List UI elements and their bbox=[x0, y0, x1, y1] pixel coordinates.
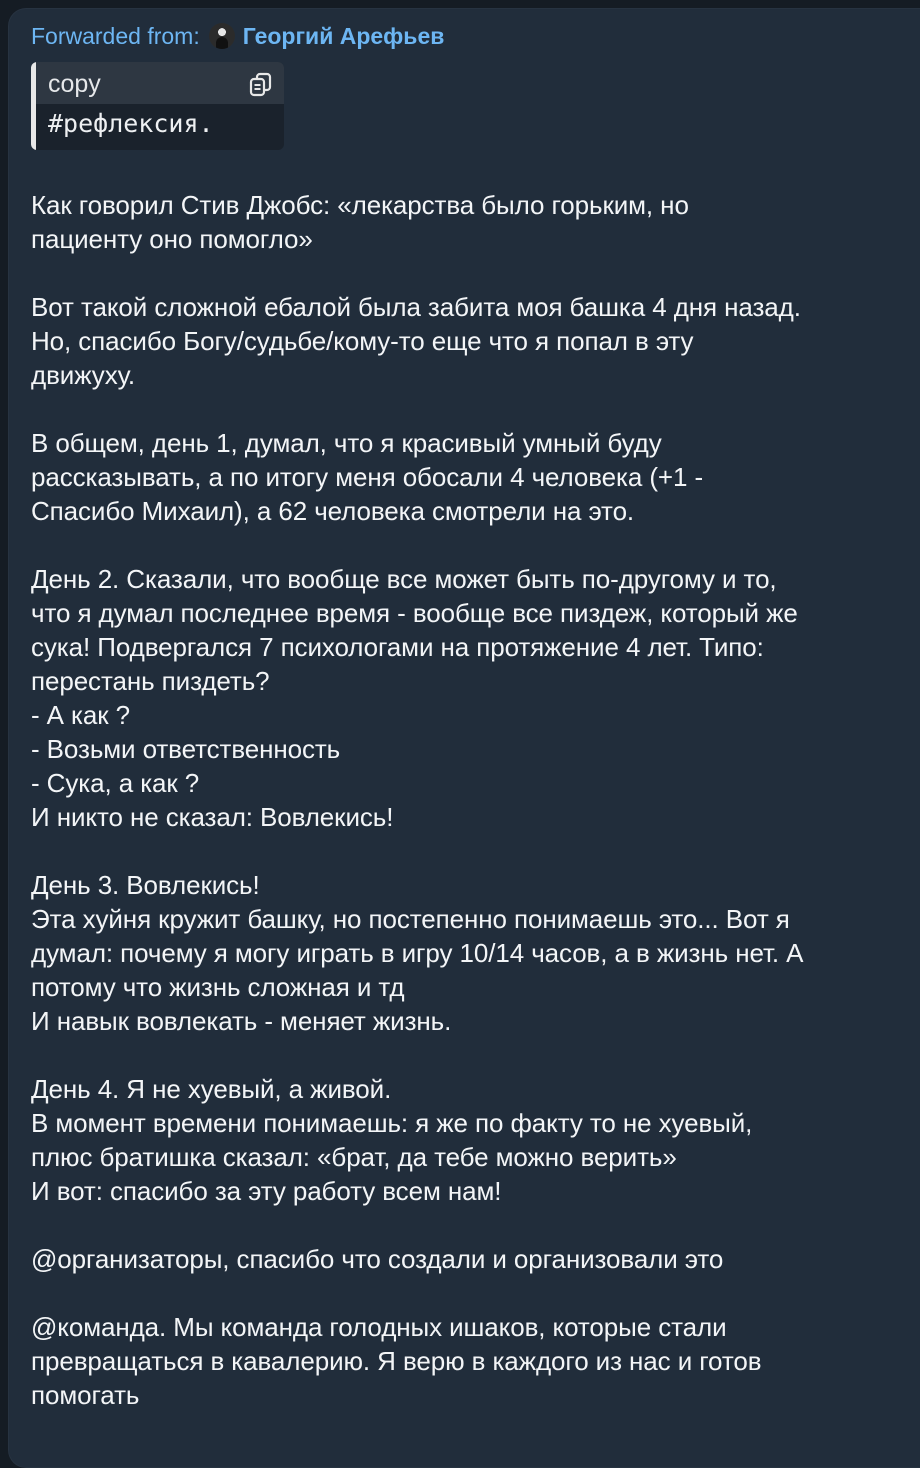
paragraph-gap bbox=[31, 834, 911, 868]
message-line: День 3. Вовлекись! bbox=[31, 870, 260, 900]
message-line: Как говорил Стив Джобс: «лекарства было горьким, но bbox=[31, 190, 689, 220]
message-line: День 2. Сказали, что вообще все может быть по-другому и то, bbox=[31, 564, 777, 594]
message-line: Вот такой сложной ебалой была забита моя башка 4 дня назад. bbox=[31, 292, 801, 322]
forwarded-header[interactable] bbox=[31, 20, 444, 52]
message-line: пациенту оно помогло» bbox=[31, 224, 313, 254]
message-line: потому что жизнь сложная и тд bbox=[31, 972, 405, 1002]
code-language-label: copy bbox=[48, 70, 101, 98]
message-line: День 4. Я не хуевый, а живой. bbox=[31, 1074, 392, 1104]
message-line: рассказывать, а по итогу меня обосали 4 человека (+1 - bbox=[31, 462, 704, 492]
paragraph-gap bbox=[31, 392, 911, 426]
copy-icon[interactable] bbox=[248, 71, 274, 97]
message-line: - Сука, а как ? bbox=[31, 768, 200, 798]
message-text bbox=[31, 188, 911, 1412]
message-line: Спасибо Михаил), а 62 человека смотрели на это. bbox=[31, 496, 635, 526]
message-line: превращаться в кавалерию. Я верю в каждого из нас и готов bbox=[31, 1346, 762, 1376]
forwarded-label: Forwarded from: bbox=[31, 22, 200, 49]
message-line: И никто не сказал: Вовлекись! bbox=[31, 802, 394, 832]
message-line: думал: почему я могу играть в игру 10/14 часов, а в жизнь нет. А bbox=[31, 938, 804, 968]
message-line: В общем, день 1, думал, что я красивый умный буду bbox=[31, 428, 662, 458]
message-line: И навык вовлекать - меняет жизнь. bbox=[31, 1006, 452, 1036]
message-line: Но, спасибо Богу/судьбе/кому-то еще что я попал в эту bbox=[31, 326, 694, 356]
message-line: - Возьми ответственность bbox=[31, 734, 341, 764]
message-line: @команда. Мы команда голодных ишаков, которые стали bbox=[31, 1312, 727, 1342]
paragraph-gap bbox=[31, 1208, 911, 1242]
message-line: Эта хуйня кружит башку, но постепенно понимаешь это... Вот я bbox=[31, 904, 790, 934]
forwarded-author[interactable]: Георгий Арефьев bbox=[242, 22, 445, 49]
message-line: И вот: спасибо за эту работу всем нам! bbox=[31, 1176, 502, 1206]
message-line: @организаторы, спасибо что создали и организовали это bbox=[31, 1244, 724, 1274]
message-line: движуху. bbox=[31, 360, 136, 390]
message-line: перестань пиздеть? bbox=[31, 666, 270, 696]
message-line: плюс братишка сказал: «брат, да тебе можно верить» bbox=[31, 1142, 677, 1172]
message-line: сука! Подвергался 7 психологами на протяжение 4 лет. Типо: bbox=[31, 632, 764, 662]
message-line: - А как ? bbox=[31, 700, 131, 730]
code-block bbox=[31, 62, 284, 150]
paragraph-gap bbox=[31, 1038, 911, 1072]
paragraph-gap bbox=[31, 528, 911, 562]
message-line: что я думал последнее время - вообще все пиздеж, который же bbox=[31, 598, 798, 628]
paragraph-gap bbox=[31, 256, 911, 290]
code-block-header bbox=[36, 62, 284, 104]
message-line: помогать bbox=[31, 1380, 140, 1410]
paragraph-gap bbox=[31, 1276, 911, 1310]
code-content[interactable]: #рефлексия. bbox=[48, 109, 214, 138]
author-avatar-icon[interactable] bbox=[209, 23, 235, 49]
message-line: В момент времени понимаешь: я же по факту то не хуевый, bbox=[31, 1108, 753, 1138]
